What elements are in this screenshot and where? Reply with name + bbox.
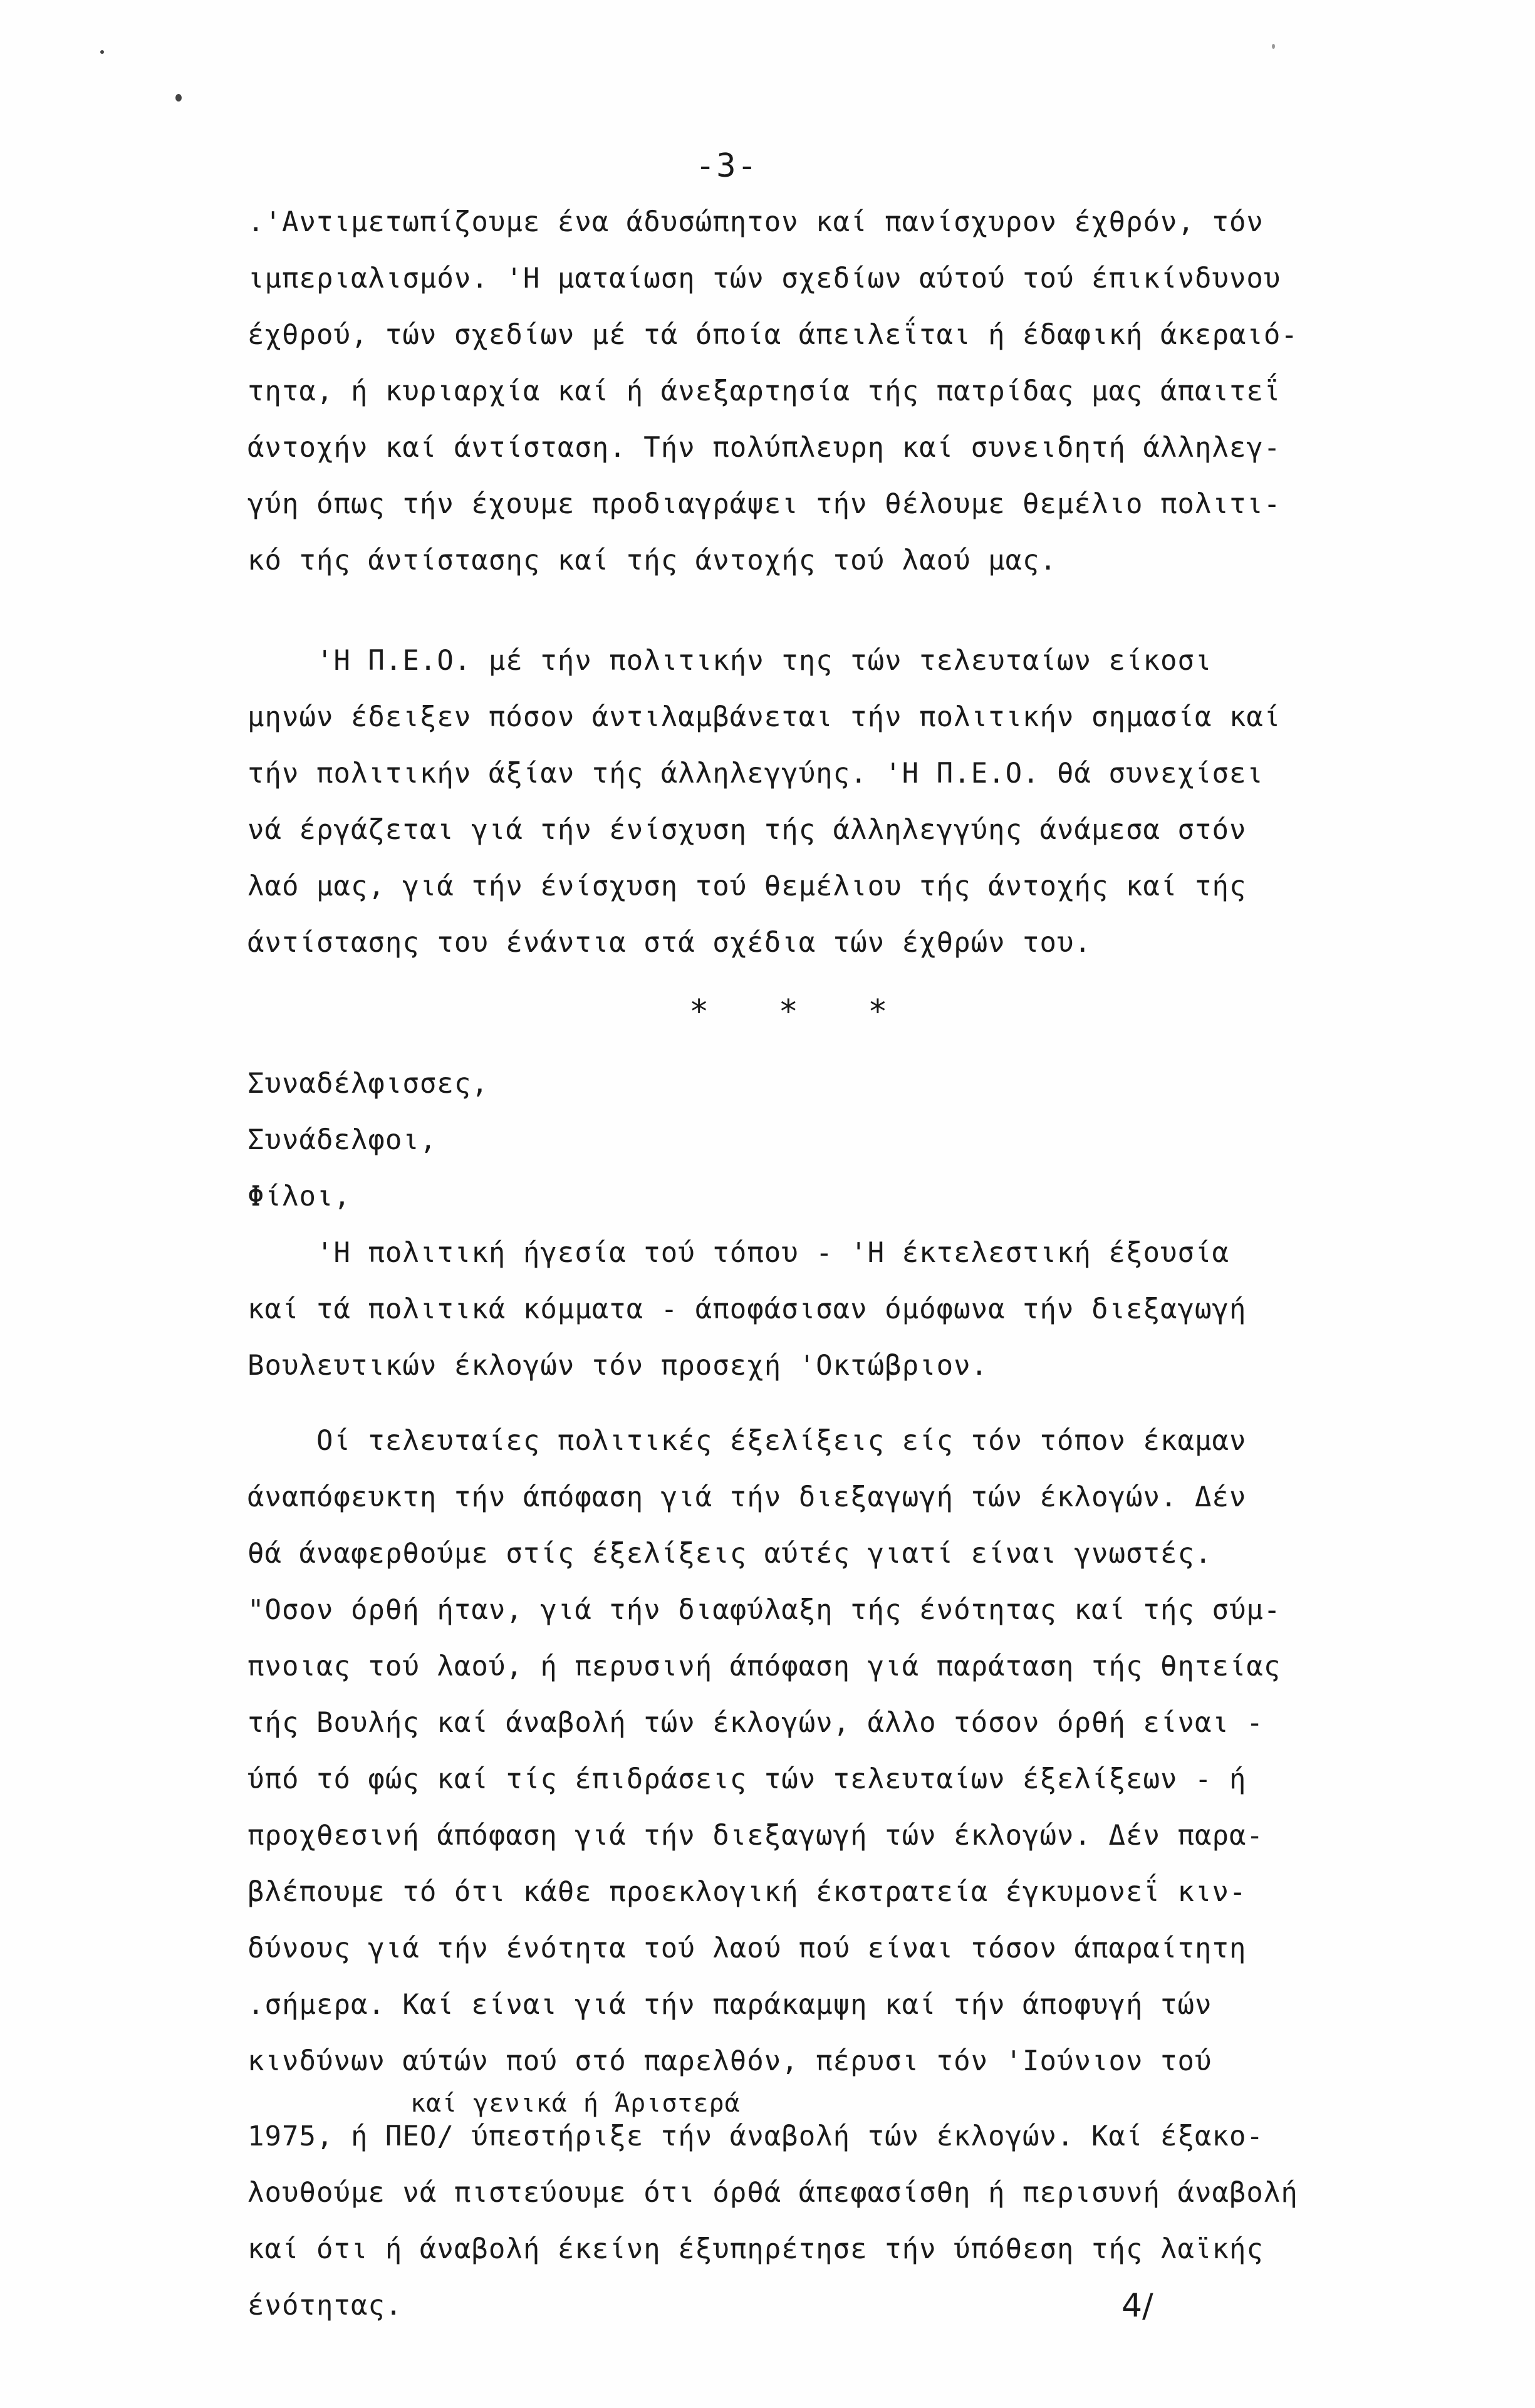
text-line: λαό μας, γιά τήν ένίσχυση τού θεμέλιου τής άντοχής καί τής [247, 870, 1247, 902]
salutation-line: Συνάδελφοι, [247, 1124, 437, 1156]
paragraph-2 [247, 633, 1438, 971]
text-line: λουθούμε νά πιστεύουμε ότι όρθά άπεφασίσθη ή περισυνή άναβολή [247, 2177, 1298, 2209]
text-line: 1975, ή ΠΕΟ/ ύπεστήριξε τήν άναβολή τών έκλογών. Καί έξακο- [247, 2120, 1264, 2152]
text-line: νά έργάζεται γιά τήν ένίσχυση τής άλληλεγγύης άνάμεσα στόν [247, 814, 1247, 846]
text-line: γύη όπως τήν έχουμε προδιαγράψει τήν θέλουμε θεμέλιο πολιτι- [247, 488, 1281, 520]
text-line: τητα, ή κυριαρχία καί ή άνεξαρτησία τής πατρίδας μας άπαιτεΐ [247, 375, 1281, 407]
text-line: προχθεσινή άπόφαση γιά τήν διεξαγωγή τών έκλογών. Δέν παρα- [247, 1820, 1264, 1852]
text-line: άντοχήν καί άντίσταση. Τήν πολύπλευρη καί συνειδητή άλληλεγ- [247, 432, 1281, 464]
text-line: τής Βουλής καί άναβολή τών έκλογών, άλλο τόσον όρθή είναι - [247, 1707, 1264, 1739]
text-line: άντίστασης του ένάντια στά σχέδια τών έχθρών του. [247, 927, 1092, 959]
text-line: .'Αντιμετωπίζουμε ένα άδυσώπητον καί πανίσχυρον έχθρόν, τόν [247, 206, 1264, 238]
text-line: Οί τελευταίες πολιτικές έξελίξεις είς τόν τόπον έκαμαν [247, 1425, 1247, 1457]
handwritten-insertion: καί γενικά ή Άριστερά [410, 2089, 741, 2118]
text-line: 'Η πολιτική ήγεσία τού τόπου - 'Η έκτελεστική έξουσία [247, 1237, 1229, 1269]
paragraph-1 [247, 194, 1438, 589]
section-separator: * * * [689, 993, 913, 1031]
scan-speck [1272, 44, 1275, 49]
text-line: άναπόφευκτη τήν άπόφαση γιά τήν διεξαγωγή τών έκλογών. Δέν [247, 1481, 1247, 1513]
text-line: .σήμερα. Καί είναι γιά τήν παράκαμψη καί τήν άποφυγή τών [247, 1989, 1212, 2021]
salutations [247, 1056, 1438, 1225]
page-number: -3- [695, 147, 758, 185]
paragraph-4-continued [247, 2108, 1438, 2334]
text-line: καί τά πολιτικά κόμματα - άποφάσισαν όμόφωνα τήν διεξαγωγή [247, 1293, 1247, 1325]
text-line: θά άναφερθούμε στίς έξελίξεις αύτές γιατί είναι γνωστές. [247, 1538, 1212, 1570]
text-line: βλέπουμε τό ότι κάθε προεκλογική έκστρατεία έγκυμονεΐ κιν- [247, 1876, 1247, 1908]
text-line: ένότητας. [247, 2290, 403, 2322]
text-line: έχθρού, τών σχεδίων μέ τά όποία άπειλεΐται ή έδαφική άκεραιό- [247, 319, 1298, 351]
text-line: ύπό τό φώς καί τίς έπιδράσεις τών τελευταίων έξελίξεων - ή [247, 1763, 1247, 1795]
text-line: πνοιας τού λαού, ή περυσινή άπόφαση γιά παράταση τής θητείας [247, 1650, 1281, 1682]
salutation-line: Φίλοι, [247, 1181, 351, 1212]
scan-speck [100, 50, 104, 54]
next-page-marker: 4/ [1121, 2287, 1153, 2325]
scan-speck [175, 94, 182, 102]
text-line: τήν πολιτικήν άξίαν τής άλληλεγγύης. 'Η Π.Ε.Ο. θά συνεχίσει [247, 758, 1264, 790]
text-line: "Οσον όρθή ήταν, γιά τήν διαφύλαξη τής ένότητας καί τής σύμ- [247, 1594, 1281, 1626]
text-line: ιμπεριαλισμόν. 'Η ματαίωση τών σχεδίων αύτού τού έπικίνδυνου [247, 263, 1281, 294]
text-line: κινδύνων αύτών πού στό παρελθόν, πέρυσι τόν 'Ιούνιον τού [247, 2045, 1212, 2077]
text-line: μηνών έδειξεν πόσον άντιλαμβάνεται τήν πολιτικήν σημασία καί [247, 701, 1281, 733]
text-line: κό τής άντίστασης καί τής άντοχής τού λαού μας. [247, 545, 1058, 576]
paragraph-4 [247, 1413, 1438, 2090]
text-line: καί ότι ή άναβολή έκείνη έξυπηρέτησε τήν ύπόθεση τής λαϊκής [247, 2233, 1264, 2265]
salutation-line: Συναδέλφισσες, [247, 1068, 489, 1100]
text-line: 'Η Π.Ε.Ο. μέ τήν πολιτικήν της τών τελευταίων είκοσι [247, 645, 1212, 677]
text-line: δύνους γιά τήν ένότητα τού λαού πού είναι τόσον άπαραίτητη [247, 1932, 1247, 1964]
paragraph-3 [247, 1225, 1438, 1394]
text-line: Βουλευτικών έκλογών τόν προσεχή 'Οκτώβριον. [247, 1350, 989, 1382]
